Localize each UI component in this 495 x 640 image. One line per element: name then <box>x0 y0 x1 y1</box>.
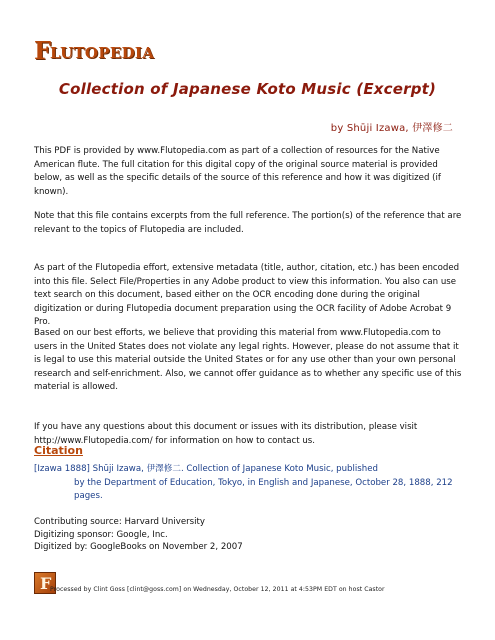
legal-paragraph: Based on our best efforts, we believe that providing this material from www.Flutopedia.com to users in the United States does not violate any legal rights. However, please do not assume that it is legal to use this material outside the United States or for any use other than your own personal research and self-enrichment. Also, we cannot offer guidance as to whether any specific use of this material is allowed. <box>34 328 462 392</box>
flutopedia-icon-letter: F <box>40 574 52 593</box>
citation-first-line: [Izawa 1888] Shūji Izawa, 伊澤修二. Collection of Japanese Koto Music, published <box>34 464 378 474</box>
digitizing-sponsor: Digitizing sponsor: Google, Inc. <box>34 529 168 540</box>
citation-text <box>34 463 454 504</box>
citation-heading: Citation <box>34 444 83 457</box>
logo-wordmark: LUTOPEDIA <box>50 44 155 62</box>
flutopedia-logo <box>34 36 155 65</box>
citation-continuation: by the Department of Education, Tokyo, in English and Japanese, October 28, 1888, 212 pages. <box>74 477 453 501</box>
contributing-source: Contributing source: Harvard University <box>34 517 205 527</box>
contact-paragraph: If you have any questions about this document or issues with its distribution, please visit http://www.Flutopedia.com/ for information on how to contact us. <box>34 422 418 446</box>
document-title: Collection of Japanese Koto Music (Excerpt) <box>58 80 437 98</box>
author-byline: by Shūji Izawa, 伊澤修二 <box>330 123 453 134</box>
digitization-credits <box>34 516 243 554</box>
intro-paragraph: This PDF is provided by www.Flutopedia.com as part of a collection of resources for the Native American flute. The full citation for this digital copy of the original source material is provided below, as well as the specific details of the source of this reference and how it was digitized (if known). <box>34 146 441 197</box>
excerpt-note-paragraph: Note that this file contains excerpts from the full reference. The portion(s) of the reference that are relevant to the topics of Flutopedia are included. <box>34 211 462 235</box>
logo-initial: F <box>34 36 51 65</box>
metadata-paragraph: As part of the Flutopedia effort, extensive metadata (title, author, citation, etc.) has been encoded into this file. Select File/Properties in any Adobe product to view this information. You also can use text search on this document, based either on the OCR encoding done during the original digitization or during Flutopedia document preparation using the OCR facility of Adobe Acrobat 9 Pro. <box>34 263 460 327</box>
processing-footer: Processed by Clint Goss [clint@goss.com] on Wednesday, October 12, 2011 at 4:53PM EDT on host Castor <box>50 586 385 593</box>
digitized-by: Digitized by: GoogleBooks on November 2, 2007 <box>34 542 243 552</box>
